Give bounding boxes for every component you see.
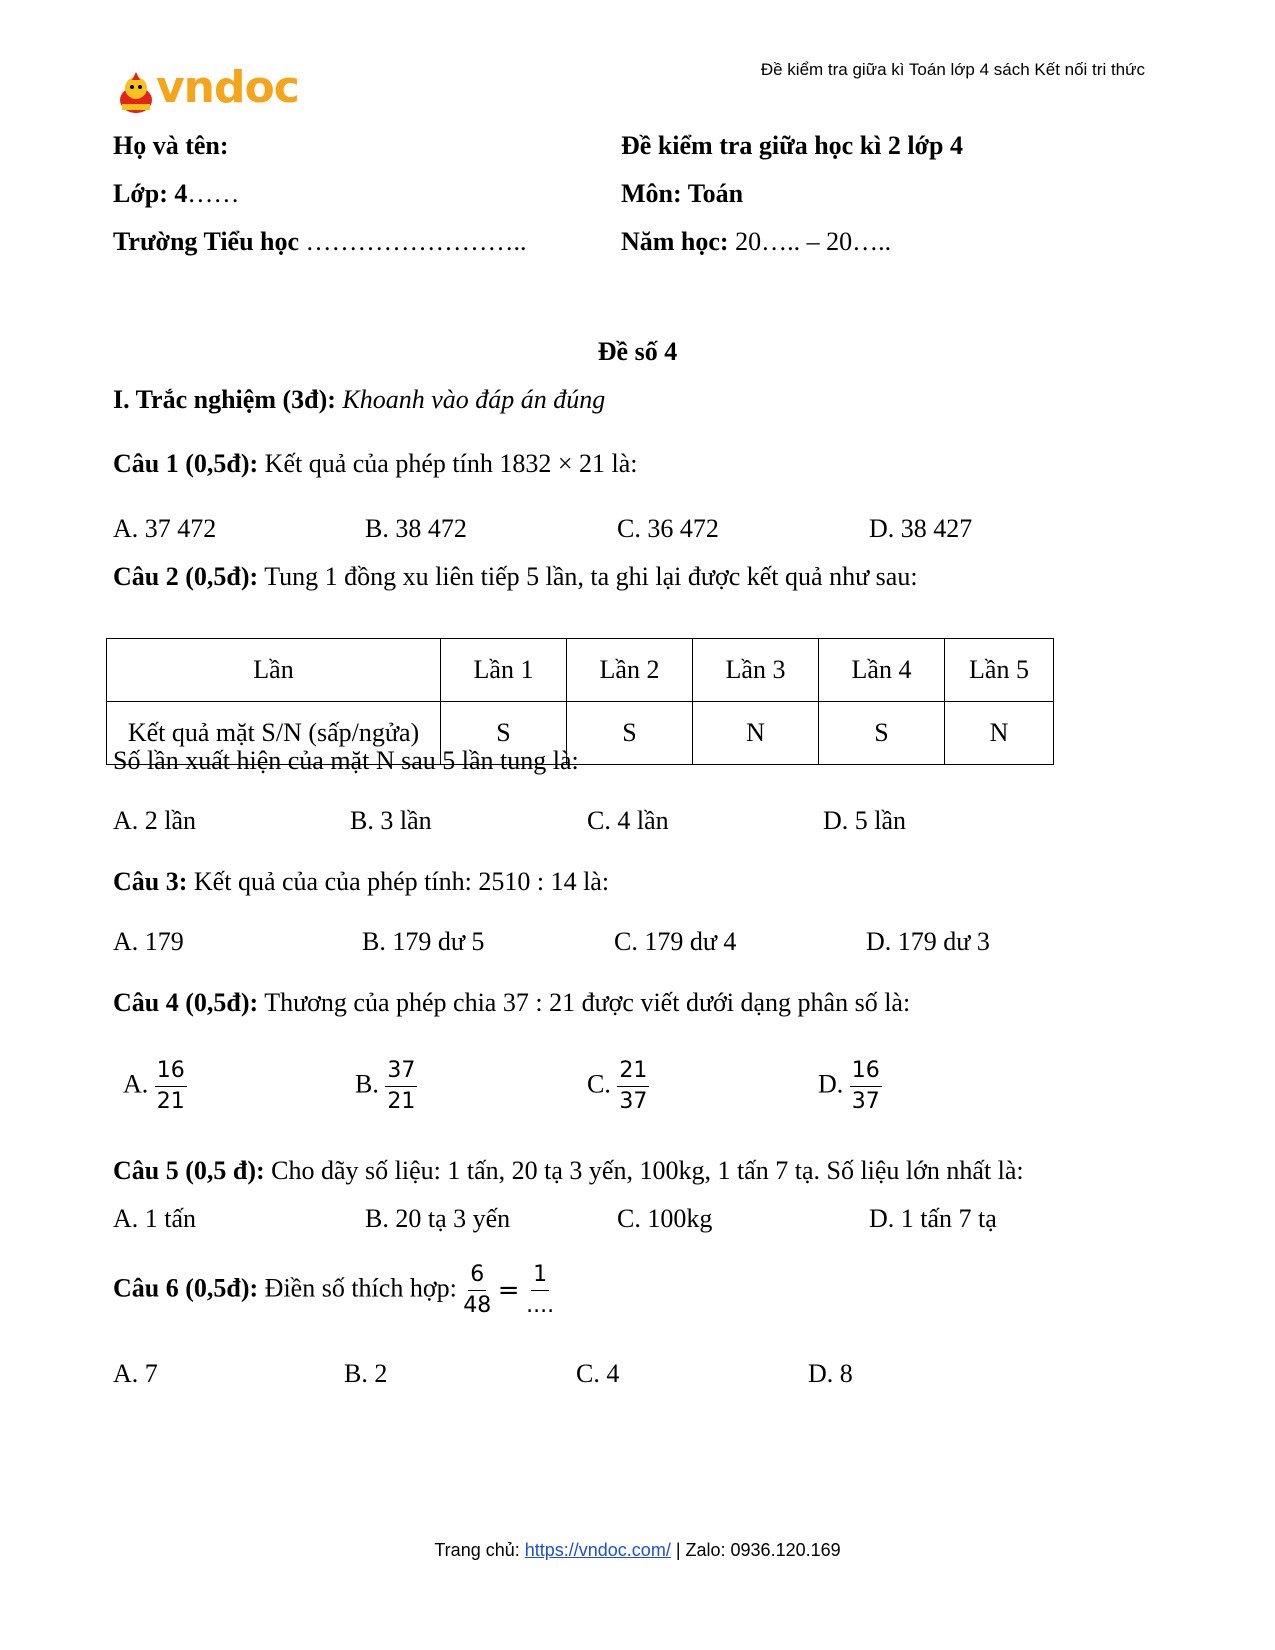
question-4: Câu 4 (0,5đ): Thương của phép chia 37 : 21 được viết dưới dạng phân số là: xyxy=(113,988,911,1017)
question-2: Câu 2 (0,5đ): Tung 1 đồng xu liên tiếp 5 lần, ta ghi lại được kết quả như sau: xyxy=(113,562,918,591)
q4-option-b[interactable] xyxy=(355,1058,417,1115)
table-cell: Lần xyxy=(107,639,441,702)
question-5: Câu 5 (0,5 đ): Cho dãy số liệu: 1 tấn, 20 tạ 3 yến, 100kg, 1 tấn 7 tạ. Số liệu lớn nhất là: xyxy=(113,1156,1024,1185)
header-note: Đề kiểm tra giữa kì Toán lớp 4 sách Kết nối tri thức xyxy=(760,60,1145,79)
q2-option-d[interactable]: D. 5 lần xyxy=(823,806,907,835)
table-cell: Kết quả mặt S/N (sấp/ngửa) xyxy=(107,702,441,765)
exam-set-title: Đề số 4 xyxy=(597,337,678,366)
q1-option-d[interactable]: D. 38 427 xyxy=(869,514,973,543)
q5-option-d[interactable]: D. 1 tấn 7 tạ xyxy=(869,1204,997,1233)
q6-option-d[interactable]: D. 8 xyxy=(808,1359,853,1388)
school-field: Trường Tiểu học …………………….. xyxy=(113,227,527,256)
option-letter: D. xyxy=(818,1069,844,1099)
q3-option-b[interactable]: B. 179 dư 5 xyxy=(362,927,485,956)
q4-option-a[interactable] xyxy=(123,1058,187,1115)
table-cell: S xyxy=(441,702,567,765)
table-cell: S xyxy=(567,702,693,765)
footer-zalo: | Zalo: 0936.120.169 xyxy=(670,1540,841,1560)
q5-option-b[interactable]: B. 20 tạ 3 yến xyxy=(365,1204,511,1233)
fraction: $\frac{16}{37}$ xyxy=(851,1058,880,1114)
table-cell: Lần 3 xyxy=(693,639,819,702)
name-field: Họ và tên: xyxy=(113,131,229,160)
q3-option-a[interactable]: A. 179 xyxy=(113,927,184,956)
school-year: Năm học: 20….. – 20….. xyxy=(621,227,892,256)
q2-option-a[interactable]: A. 2 lần xyxy=(113,806,197,835)
q3-option-d[interactable]: D. 179 dư 3 xyxy=(866,927,990,956)
footer-home-label: Trang chủ: xyxy=(434,1540,525,1560)
footer xyxy=(0,1540,1275,1561)
q1-option-b[interactable]: B. 38 472 xyxy=(365,514,467,543)
q3-option-c[interactable]: C. 179 dư 4 xyxy=(614,927,737,956)
question-3: Câu 3: Kết quả của của phép tính: 2510 : 14 là: xyxy=(113,867,610,896)
fraction: $\frac{6}{48}$ xyxy=(463,1262,492,1318)
fraction: $\frac{16}{21}$ xyxy=(156,1058,185,1114)
table-cell: N xyxy=(693,702,819,765)
q5-option-a[interactable]: A. 1 tấn xyxy=(113,1204,197,1233)
table-cell: Lần 4 xyxy=(819,639,945,702)
q2-option-c[interactable]: C. 4 lần xyxy=(587,806,669,835)
table-cell: N xyxy=(945,702,1054,765)
table-cell: Lần 5 xyxy=(945,639,1054,702)
q4-option-c[interactable] xyxy=(587,1058,649,1115)
option-letter: C. xyxy=(587,1069,611,1099)
logo-text: vndoc xyxy=(156,62,299,113)
q1-option-c[interactable]: C. 36 472 xyxy=(617,514,719,543)
table-cell: Lần 2 xyxy=(567,639,693,702)
subject: Môn: Toán xyxy=(621,179,744,208)
table-row xyxy=(107,639,1054,702)
q2-followup: Số lần xuất hiện của mặt N sau 5 lần tung là: xyxy=(113,746,579,775)
fraction-blank[interactable]: $\frac{1}{....}$ xyxy=(526,1262,555,1318)
fraction: $\frac{37}{21}$ xyxy=(387,1058,416,1114)
q5-option-c[interactable]: C. 100kg xyxy=(617,1204,713,1233)
table-cell: S xyxy=(819,702,945,765)
option-letter: A. xyxy=(123,1069,149,1099)
equals-sign: = xyxy=(497,1275,520,1306)
option-letter: B. xyxy=(355,1069,379,1099)
q2-option-b[interactable]: B. 3 lần xyxy=(350,806,432,835)
section-1-heading: I. Trắc nghiệm (3đ): Khoanh vào đáp án đúng xyxy=(113,385,606,414)
question-1: Câu 1 (0,5đ): Kết quả của phép tính 1832 × 21 là: xyxy=(113,449,638,478)
q4-option-d[interactable] xyxy=(818,1058,882,1115)
question-6: Câu 6 (0,5đ): Điền số thích hợp: $\frac{6}{48}$ = $\frac{1}{....}$ xyxy=(113,1262,555,1318)
table-cell: Lần 1 xyxy=(441,639,567,702)
q6-option-a[interactable]: A. 7 xyxy=(113,1359,158,1388)
class-field: Lớp: 4…… xyxy=(113,179,240,208)
exam-title: Đề kiểm tra giữa học kì 2 lớp 4 xyxy=(621,131,963,160)
footer-home-link[interactable]: https://vndoc.com/ xyxy=(524,1540,671,1560)
vndoc-logo[interactable] xyxy=(116,62,306,116)
q1-option-a[interactable]: A. 37 472 xyxy=(113,514,217,543)
q6-option-b[interactable]: B. 2 xyxy=(344,1359,388,1388)
q6-option-c[interactable]: C. 4 xyxy=(576,1359,620,1388)
mascot-icon xyxy=(116,70,156,116)
fraction: $\frac{21}{37}$ xyxy=(619,1058,648,1114)
